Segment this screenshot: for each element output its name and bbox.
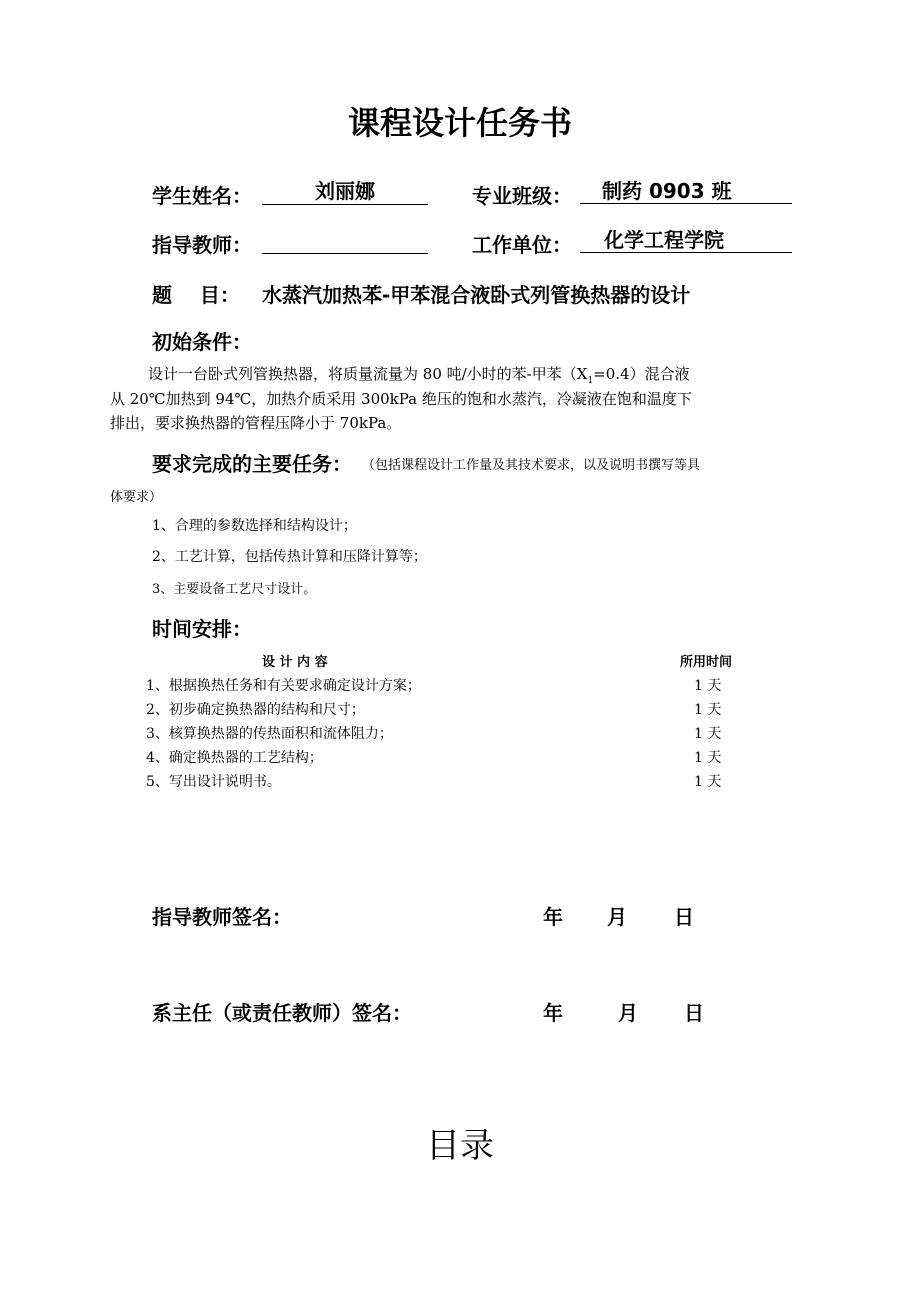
advisor-sign-day: 日 <box>674 905 694 929</box>
topic-label: 题 目： <box>152 283 240 307</box>
schedule-row-time: 1 天 <box>694 678 722 694</box>
schedule-row-time: 1 天 <box>694 702 722 718</box>
initial-conditions-heading: 初始条件： <box>152 330 252 354</box>
class-field: 制药 0903 班 <box>580 180 792 204</box>
schedule-row-content: 1、根据换热任务和有关要求确定设计方案； <box>146 678 421 694</box>
page-title: 课程设计任务书 <box>347 104 572 142</box>
schedule-row-content: 3、核算换热器的传热面积和流体阻力； <box>146 726 393 742</box>
advisor-sign-year: 年 <box>543 905 563 929</box>
initial-conditions-line-3: 排出，要求换热器的管程压降小于 70kPa。 <box>110 414 402 432</box>
schedule-row-time: 1 天 <box>694 750 722 766</box>
schedule-row-content: 4、确定换热器的工艺结构； <box>146 750 323 766</box>
tasks-heading: 要求完成的主要任务： <box>152 452 352 476</box>
head-sign-month: 月 <box>618 1001 638 1025</box>
toc-title: 目录 <box>426 1126 494 1166</box>
student-name-label: 学生姓名： <box>152 184 252 208</box>
tasks-note-1: （包括课程设计工作量及其技术要求，以及说明书撰写等具 <box>362 458 701 473</box>
class-label: 专业班级： <box>472 184 572 208</box>
task-item-2: 2、工艺计算，包括传热计算和压降计算等； <box>152 549 427 565</box>
task-item-3: 3、主要设备工艺尺寸设计。 <box>152 582 317 597</box>
head-signature-label: 系主任（或责任教师）签名： <box>152 1001 412 1025</box>
schedule-heading: 时间安排： <box>152 617 252 641</box>
head-sign-day: 日 <box>684 1001 704 1025</box>
advisor-sign-month: 月 <box>607 905 627 929</box>
schedule-row-content: 2、初步确定换热器的结构和尺寸； <box>146 702 365 718</box>
unit-field: 化学工程学院 <box>580 229 792 253</box>
topic-value: 水蒸汽加热苯-甲苯混合液卧式列管换热器的设计 <box>262 283 691 307</box>
head-sign-year: 年 <box>543 1001 563 1025</box>
student-name-field: 刘丽娜 <box>262 180 428 205</box>
advisor-signature-label: 指导教师签名： <box>152 905 292 929</box>
unit-label: 工作单位： <box>472 233 572 257</box>
schedule-col-time: 所用时间 <box>680 655 733 670</box>
schedule-row-time: 1 天 <box>694 774 722 790</box>
initial-conditions-line-1: 设计一台卧式列管换热器，将质量流量为 80 吨/小时的苯-甲苯$(X_1=0.4)$混合液 <box>148 365 690 386</box>
tasks-note-2: 体要求） <box>110 490 163 505</box>
schedule-col-content: 设 计 内 容 <box>262 655 328 670</box>
schedule-row-time: 1 天 <box>694 726 722 742</box>
advisor-field <box>262 229 428 254</box>
initial-conditions-line-2: 从 20℃加热到 94℃，加热介质采用 300kPa 绝压的饱和水蒸汽，冷凝液在饱和温度下 <box>110 390 692 408</box>
schedule-row-content: 5、写出设计说明书。 <box>146 774 281 790</box>
task-item-1: 1、合理的参数选择和结构设计； <box>152 518 357 534</box>
advisor-label: 指导教师： <box>152 233 252 257</box>
